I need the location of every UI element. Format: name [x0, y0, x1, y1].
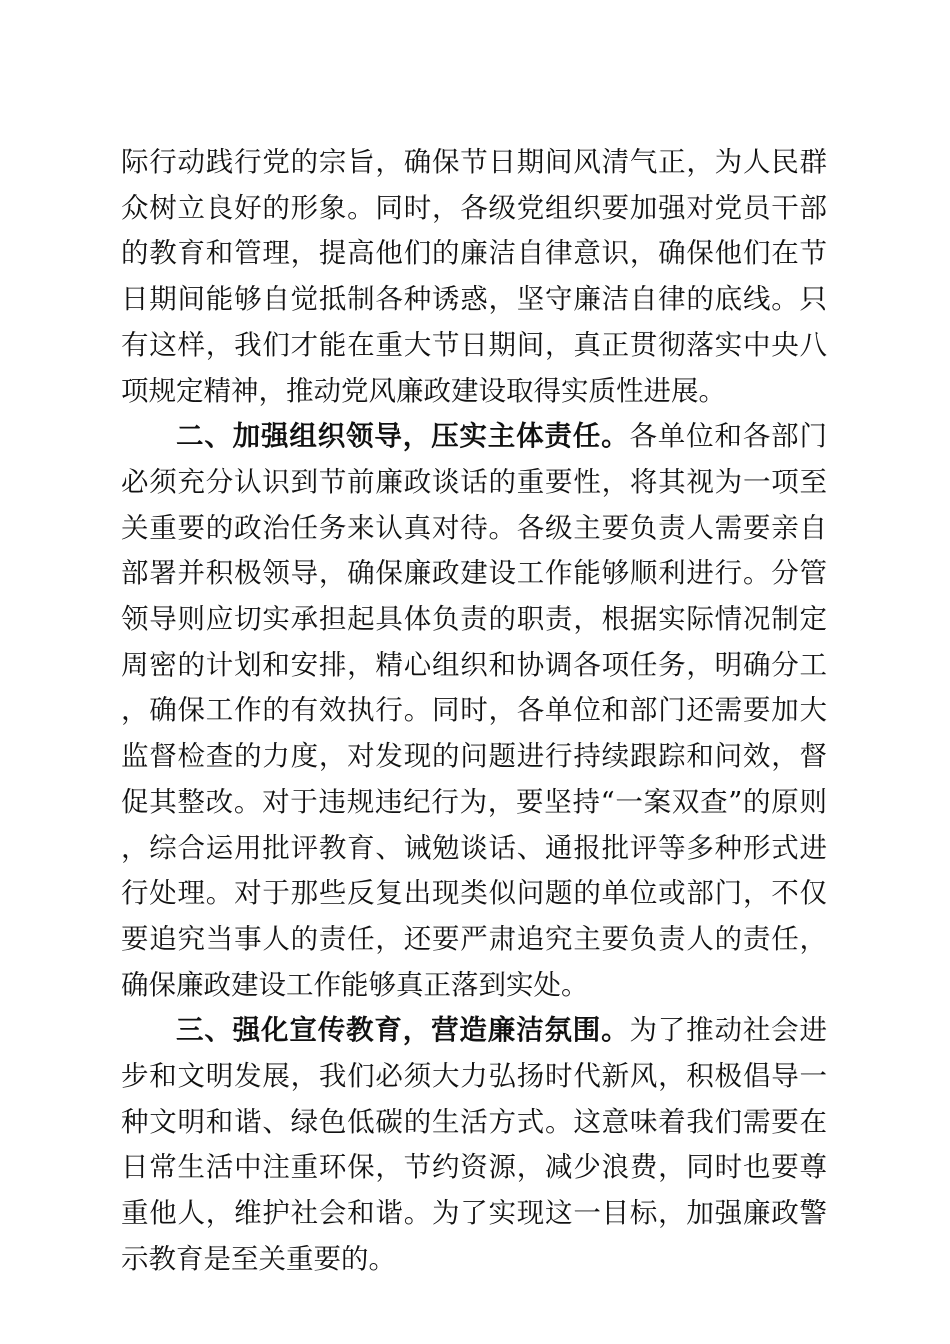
paragraph-continuation	[121, 140, 827, 414]
paragraph-section-two	[121, 414, 827, 1008]
paragraph-section-three	[121, 1008, 827, 1282]
section-heading-three: 三、强化宣传教育，营造廉洁氛围。	[176, 1014, 630, 1047]
paragraph-text: 各单位和各部门必须充分认识到节前廉政谈话的重要性，将其视为一项至关重要的政治任务来认真对待。各级主要负责人需要亲自部署并积极领导，确保廉政建设工作能够顺利进行。分管领导则应切实承担起具体负责的职责，根据实际情况制定周密的计划和安排，精心组织和协调各项任务，明确分工，确保工作的有效执行。同时，各单位和部门还需要加大监督检查的力度，对发现的问题进行持续跟踪和问效，督促其整改。对于违规违纪行为，要坚持“一案双查”的原则，综合运用批评教育、诫勉谈话、通报批评等多种形式进行处理。对于那些反复出现类似问题的单位或部门，不仅要追究当事人的责任，还要严肃追究主要负责人的责任，确保廉政建设工作能够真正落到实处。	[121, 420, 827, 1001]
section-heading-two: 二、加强组织领导，压实主体责任。	[176, 420, 630, 453]
document-body	[121, 140, 827, 1283]
paragraph-text: 为了推动社会进步和文明发展，我们必须大力弘扬时代新风，积极倡导一种文明和谐、绿色低碳的生活方式。这意味着我们需要在日常生活中注重环保，节约资源，减少浪费，同时也要尊重他人，维护社会和谐。为了实现这一目标，加强廉政警示教育是至关重要的。	[121, 1014, 827, 1275]
paragraph-text: 际行动践行党的宗旨，确保节日期间风清气正，为人民群众树立良好的形象。同时，各级党组织要加强对党员干部的教育和管理，提高他们的廉洁自律意识，确保他们在节日期间能够自觉抵制各种诱惑，坚守廉洁自律的底线。只有这样，我们才能在重大节日期间，真正贯彻落实中央八项规定精神，推动党风廉政建设取得实质性进展。	[121, 146, 827, 407]
